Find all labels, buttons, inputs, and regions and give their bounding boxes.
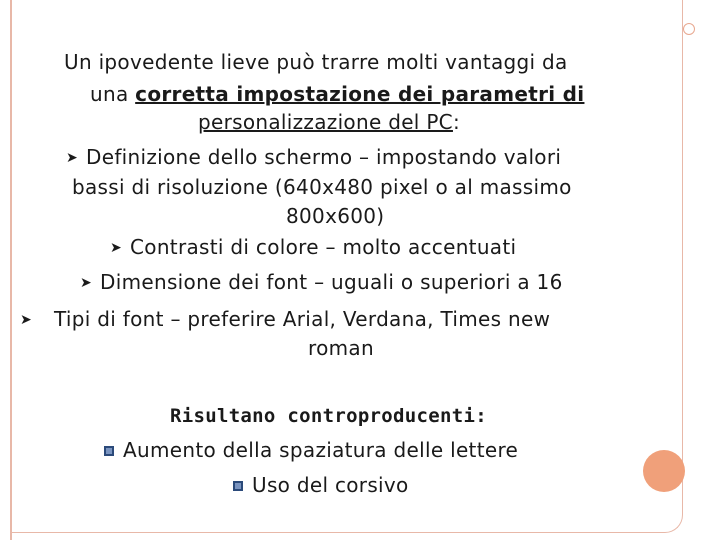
intro-line-2-prefix: una — [90, 82, 136, 106]
bullet-screen-resolution — [66, 145, 561, 170]
bullet-font-size-text: Dimensione dei font – uguali o superiori a 16 — [100, 270, 563, 294]
intro-line-3-suffix: : — [452, 110, 460, 134]
settings-link-part-2[interactable]: personalizzazione del PC — [198, 110, 453, 134]
counterproductive-item — [104, 438, 518, 462]
counterproductive-heading: Risultano controproducenti: — [170, 405, 487, 427]
intro-line-3 — [198, 110, 460, 134]
counterproductive-item-text: Aumento della spaziatura delle lettere — [123, 438, 519, 462]
square-bullet-icon — [233, 481, 243, 491]
bullet-contrast — [110, 235, 516, 260]
counterproductive-item — [233, 473, 409, 497]
bullet-font-type-text-1: Tipi di font – preferire Arial, Verdana, Times new — [54, 307, 551, 331]
arrow-bullet-icon: ➤ — [80, 275, 93, 291]
decorative-orange-circle — [643, 450, 685, 492]
bullet-font-type-text-2: roman — [308, 336, 374, 360]
bullet-font-size — [80, 270, 563, 295]
bullet-screen-text-1: Definizione dello schermo – impostando valori — [86, 145, 562, 169]
decorative-small-circle — [683, 23, 695, 35]
arrow-bullet-icon: ➤ — [20, 312, 33, 328]
bullet-contrast-text: Contrasti di colore – molto accentuati — [130, 235, 517, 259]
intro-line-2 — [90, 82, 584, 106]
bullet-screen-text-2: bassi di risoluzione (640x480 pixel o al massimo — [72, 175, 572, 199]
intro-line-1: Un ipovedente lieve può trarre molti vantaggi da — [64, 50, 568, 74]
settings-link-part-1[interactable]: corretta impostazione dei parametri di — [135, 82, 585, 106]
bullet-screen-text-3: 800x600) — [286, 204, 385, 228]
arrow-bullet-icon: ➤ — [110, 240, 123, 256]
counterproductive-item-text: Uso del corsivo — [252, 473, 409, 497]
square-bullet-icon — [104, 446, 114, 456]
arrow-bullet-icon: ➤ — [66, 150, 79, 166]
bullet-font-type — [20, 307, 550, 332]
